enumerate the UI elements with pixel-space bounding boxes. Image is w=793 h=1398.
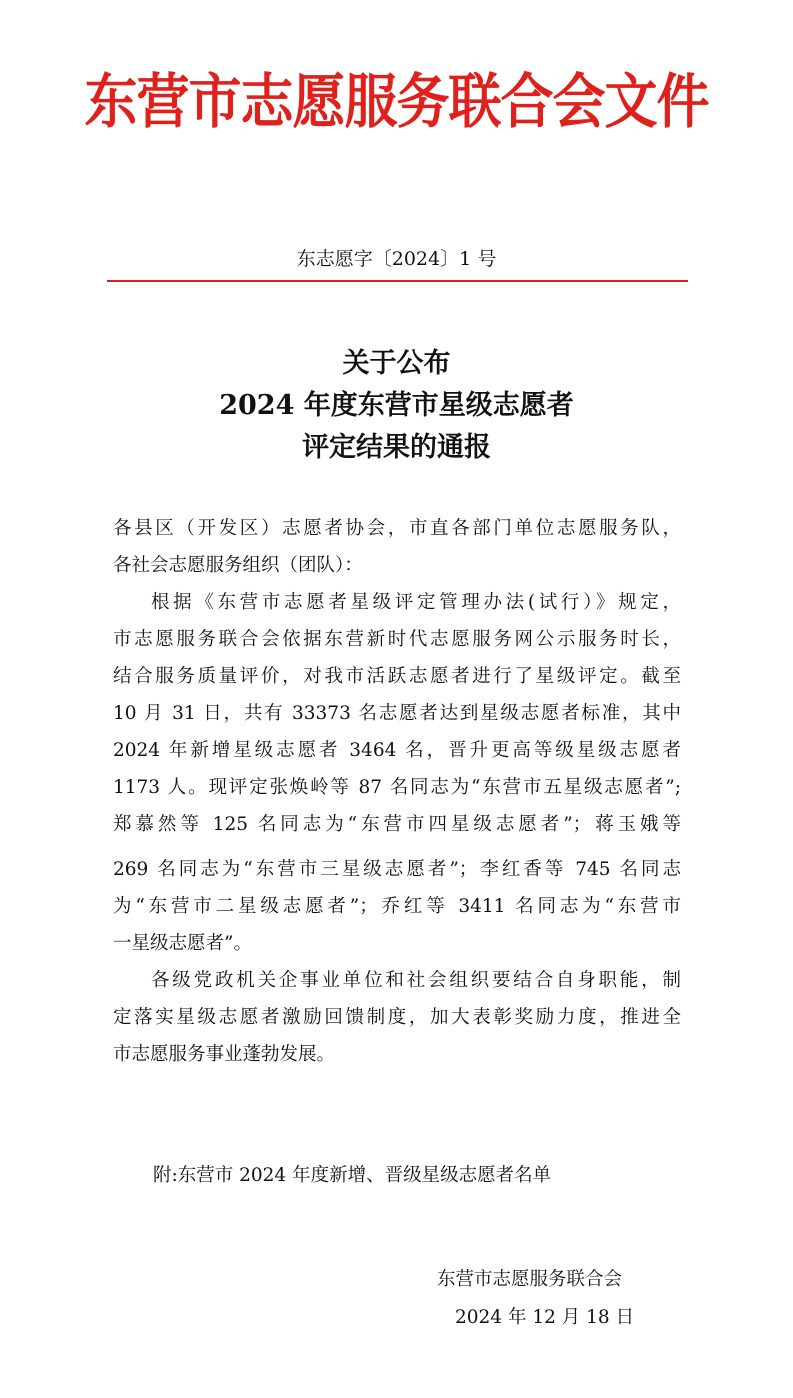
title-line-1: 关于公布 [342, 348, 451, 379]
paragraph-1-line: 结合服务质量评价，对我市活跃志愿者进行了星级评定。截至 [113, 666, 681, 687]
paragraph-1-line: 市志愿服务联合会依据东营新时代志愿服务网公示服务时长， [113, 629, 681, 650]
title-line-3: 评定结果的通报 [302, 432, 491, 463]
paragraph-2-line: 市志愿服务事业蓬勃发展。 [113, 1044, 336, 1065]
paragraph-1-line: 10 月 31 日，共有 33373 名志愿者达到星级志愿者标准，其中 [113, 703, 681, 724]
signature-organization: 东营市志愿服务联合会 [437, 1269, 623, 1290]
paragraph-1-line: 郑慕然等 125 名同志为“东营市四星级志愿者”；蒋玉娥等 [113, 814, 681, 835]
document-number: 东志愿字〔2024〕1 号 [296, 248, 497, 270]
document-title [0, 343, 793, 469]
salutation-line: 各县区（开发区）志愿者协会，市直各部门单位志愿服务队， [113, 518, 681, 539]
paragraph-1-line: 1173 人。现评定张焕岭等 87 名同志为“东营市五星级志愿者”; [113, 777, 681, 798]
salutation-line: 各社会志愿服务组织（团队）： [113, 555, 363, 576]
red-divider-line [107, 280, 688, 282]
signature-date: 2024 年 12 月 18 日 [455, 1307, 635, 1328]
title-line-2: 2024 年度东营市星级志愿者 [219, 390, 574, 421]
document-masthead: 东营市志愿服务联合会文件 [84, 67, 709, 137]
paragraph-1-line: 一星级志愿者”。 [113, 933, 252, 954]
paragraph-1-line: 根据《东营市志愿者星级评定管理办法(试行）》规定， [151, 592, 681, 613]
paragraph-2-line: 定落实星级志愿者激励回馈制度，加大表彰奖励力度，推进全 [113, 1007, 681, 1028]
attachment-note: 附:东营市 2024 年度新增、晋级星级志愿者名单 [153, 1165, 552, 1186]
paragraph-2-line: 各级党政机关企事业单位和社会组织要结合自身职能，制 [151, 970, 681, 991]
paragraph-1-line: 269 名同志为“东营市三星级志愿者”；李红香等 745 名同志 [113, 859, 681, 880]
paragraph-1-line: 2024 年新增星级志愿者 3464 名，晋升更高等级星级志愿者 [113, 740, 681, 761]
document-body [113, 510, 681, 1073]
paragraph-1-line: 为“东营市二星级志愿者”；乔红等 3411 名同志为“东营市 [113, 896, 681, 917]
